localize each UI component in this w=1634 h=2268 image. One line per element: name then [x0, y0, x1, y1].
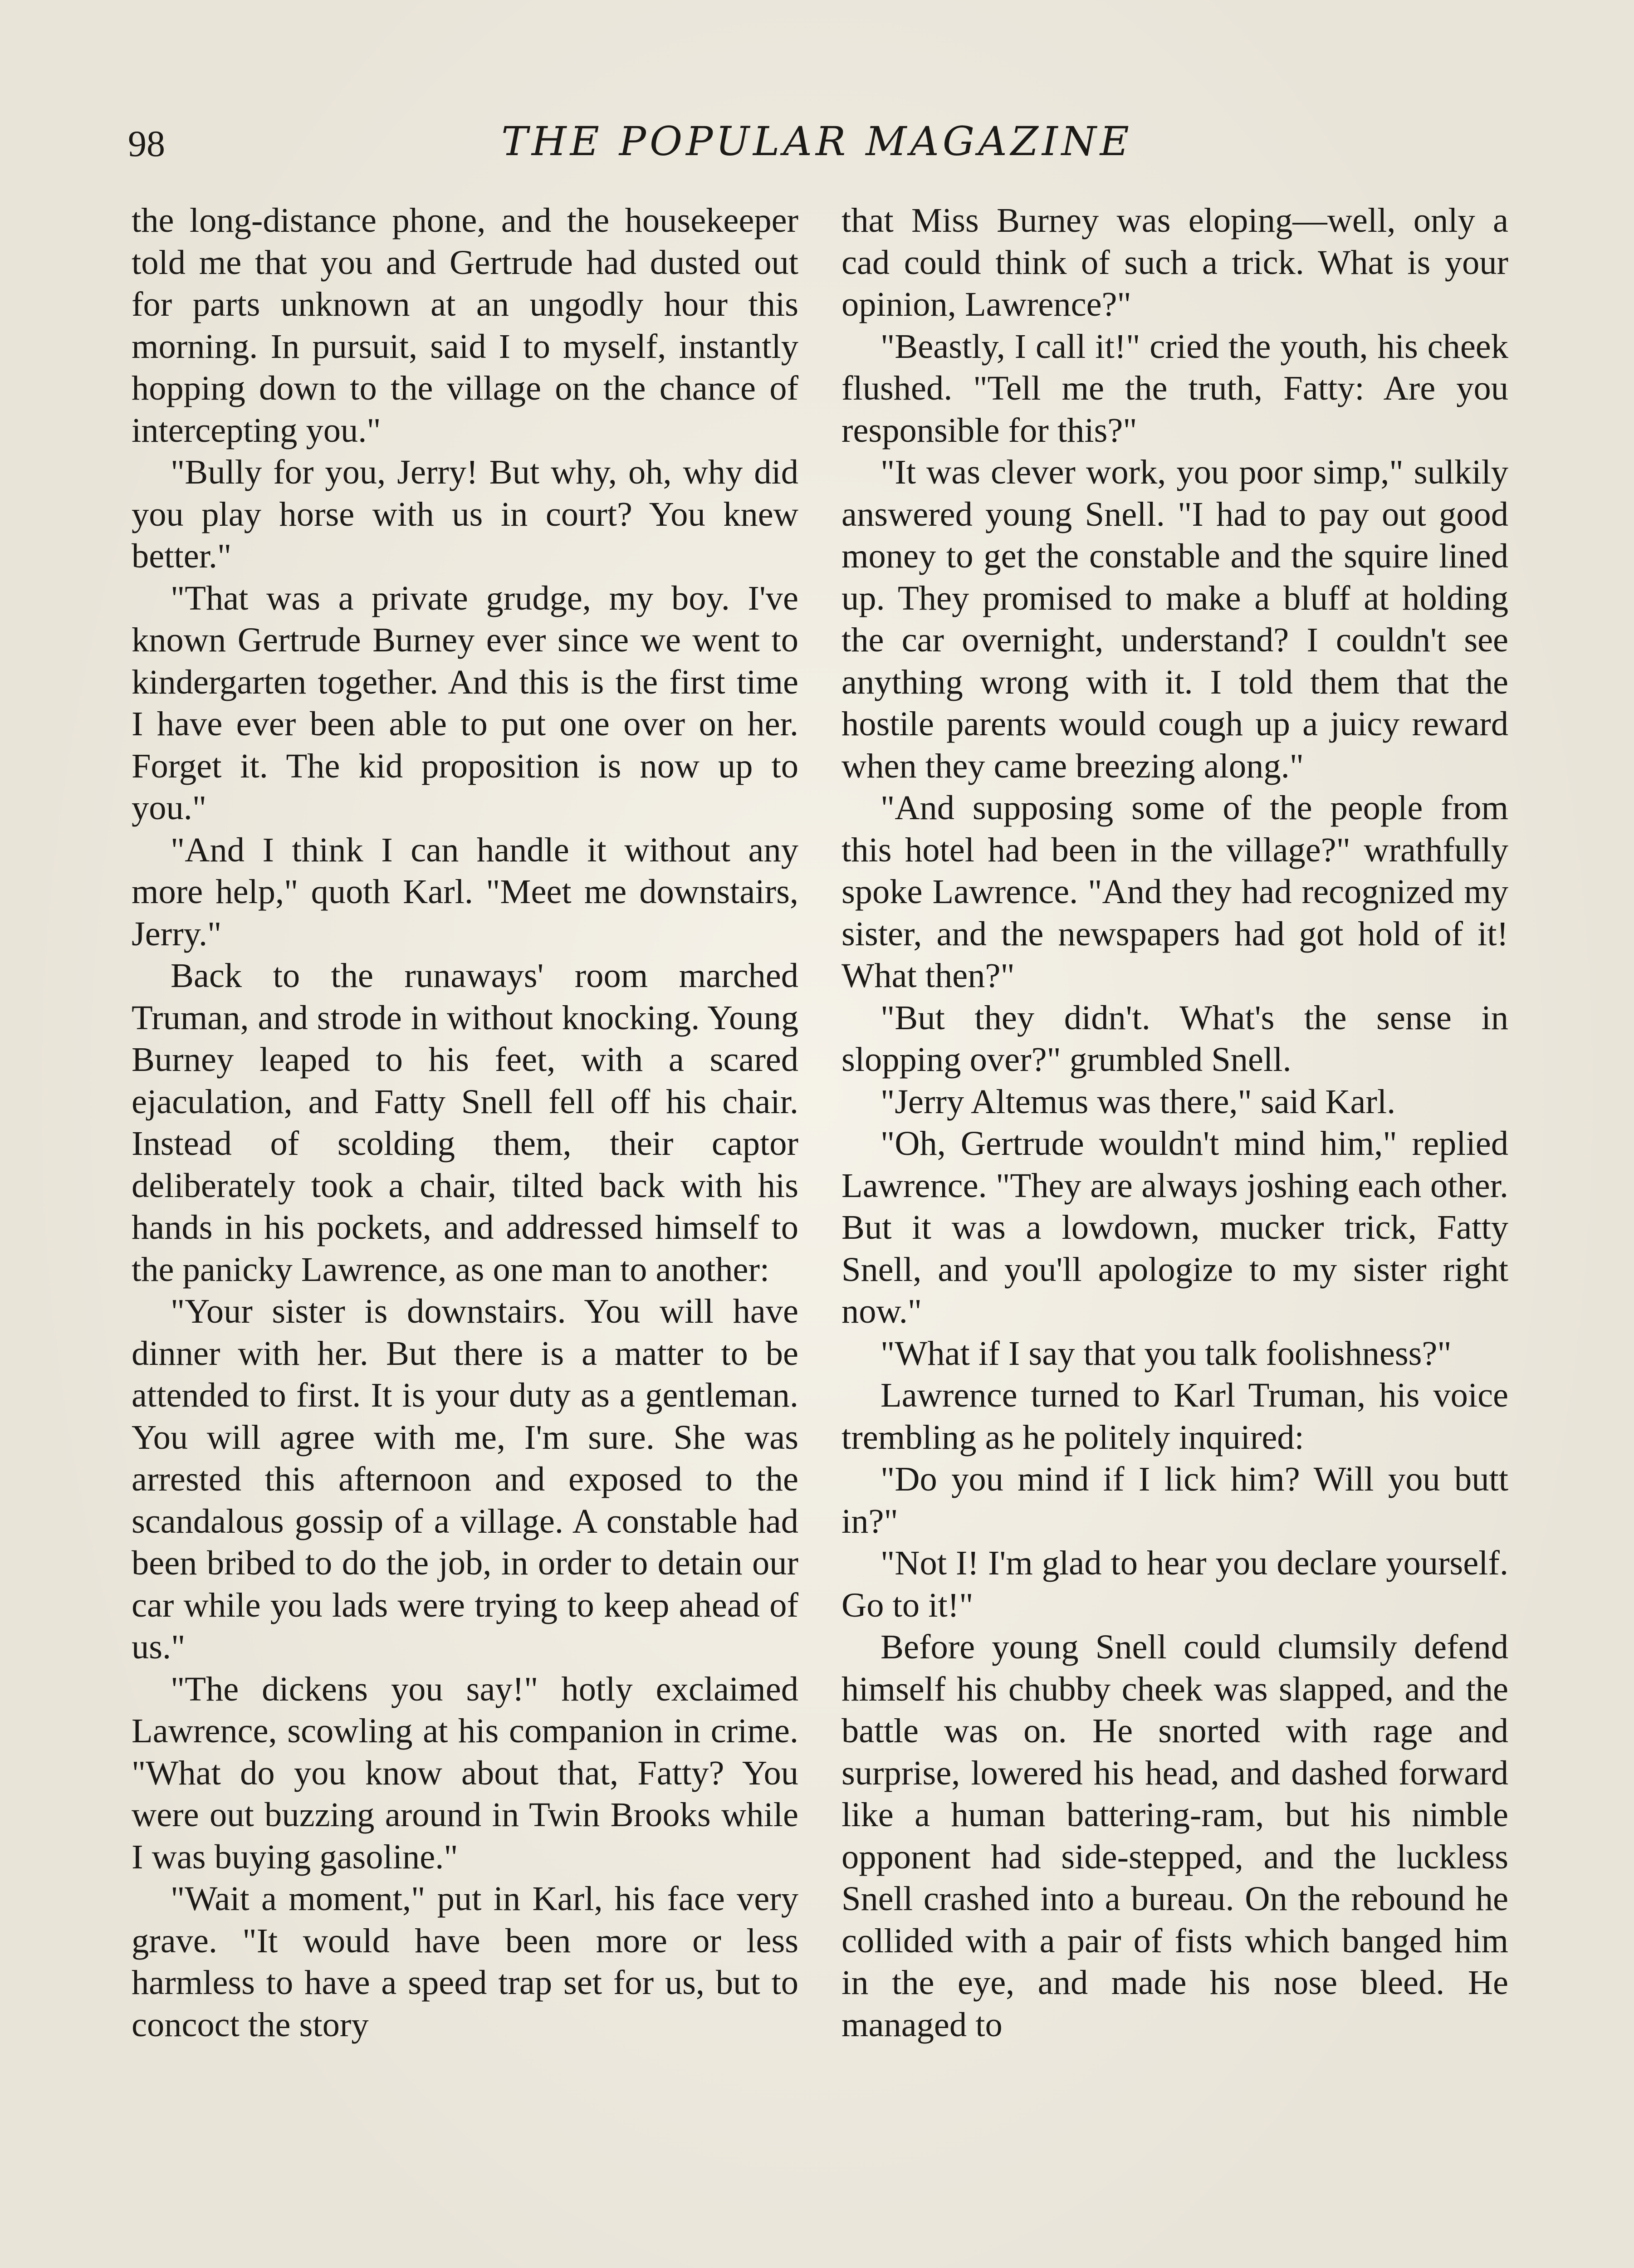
right-column — [841, 200, 1508, 2046]
page-number: 98 — [128, 123, 165, 164]
paragraph: Lawrence turned to Karl Truman, his voice trembling as he politely inquired: — [841, 1376, 1508, 1457]
running-head: THE POPULAR MAGAZINE — [501, 118, 1133, 165]
paragraph: "Your sister is downstairs. You will have dinner with her. But there is a matter to be attended to first. It is your duty as a gentleman. You will agree with me, I'm sure. She was arrested this afternoon and exposed to the scandalous gossip of a village. A constable had been bribed to do the job, in order to detain our car while you lads were trying to keep ahead of us." — [132, 1292, 798, 1666]
paragraph: "And I think I can handle it without any more help," quoth Karl. "Meet me downstairs, Jerry." — [132, 830, 798, 953]
paragraph: "Do you mind if I lick him? Will you butt in?" — [841, 1460, 1508, 1540]
paragraph: Back to the runaways' room marched Truman, and strode in without knocking. Young Burney leaped to his feet, with a scared ejaculation, and Fatty Snell fell off his chair. Instead of scolding them, their captor deliberately took a chair, tilted back with his hands in his pockets, and addressed himself to the panicky Lawrence, as one man to another: — [132, 956, 798, 1289]
paragraph: "Wait a moment," put in Karl, his face very grave. "It would have been more or less harmless to have a speed trap set for us, but to concoct the story — [132, 1879, 798, 2044]
paragraph: "Not I! I'm glad to hear you declare yourself. Go to it!" — [841, 1544, 1508, 1624]
paragraph: Before young Snell could clumsily defend himself his chubby cheek was slapped, and the battle was on. He snorted with rage and surprise, lowered his head, and dashed forward like a human battering-ram, but his nimble opponent had side-stepped, and the luckless Snell crashed into a bureau. On the rebound he collided with a pair of fists which banged him in the eye, and made his nose bleed. He managed to — [841, 1628, 1508, 2044]
paragraph: "And supposing some of the people from this hotel had been in the village?" wrathfully spoke Lawrence. "And they had recognized my sister, and the newspapers had got hold of it! What then?" — [841, 788, 1508, 995]
paragraph: "Bully for you, Jerry! But why, oh, why did you play horse with us in court? You knew better." — [132, 453, 798, 575]
paragraph: "Oh, Gertrude wouldn't mind him," replied Lawrence. "They are always joshing each other. But it was a lowdown, mucker trick, Fatty Snell, and you'll apologize to my sister right now." — [841, 1124, 1508, 1330]
paragraph: that Miss Burney was eloping—well, only a cad could think of such a trick. What is your opinion, Lawrence?" — [841, 201, 1508, 323]
paragraph: "The dickens you say!" hotly exclaimed Lawrence, scowling at his companion in crime. "What do you know about that, Fatty? You were out buzzing around in Twin Brooks while I was buying gasoline." — [132, 1669, 798, 1876]
paragraph: "What if I say that you talk foolishness?" — [881, 1334, 1452, 1373]
page-header — [128, 119, 1506, 169]
paragraph: the long-distance phone, and the housekeeper told me that you and Gertrude had dusted out for parts unknown at an ungodly hour this morning. In pursuit, said I to myself, instantly hopping down to the village on the chance of intercepting you." — [132, 201, 798, 450]
paragraph: "That was a private grudge, my boy. I've known Gertrude Burney ever since we went to kindergarten together. And this is the first time I have ever been able to put one over on her. Forget it. The kid proposition is now up to you." — [132, 578, 798, 827]
left-column — [132, 200, 798, 2046]
paragraph: "It was clever work, you poor simp," sulkily answered young Snell. "I had to pay out good money to get the constable and the squire lined up. They promised to make a bluff at holding the car overnight, understand? I couldn't see anything wrong with it. I told them that the hostile parents would cough up a juicy reward when they came breezing along." — [841, 453, 1508, 785]
paragraph: "But they didn't. What's the sense in slopping over?" grumbled Snell. — [841, 998, 1508, 1079]
paragraph: "Beastly, I call it!" cried the youth, his cheek flushed. "Tell me the truth, Fatty: Are you responsible for this?" — [841, 327, 1508, 450]
paragraph: "Jerry Altemus was there," said Karl. — [881, 1082, 1396, 1121]
